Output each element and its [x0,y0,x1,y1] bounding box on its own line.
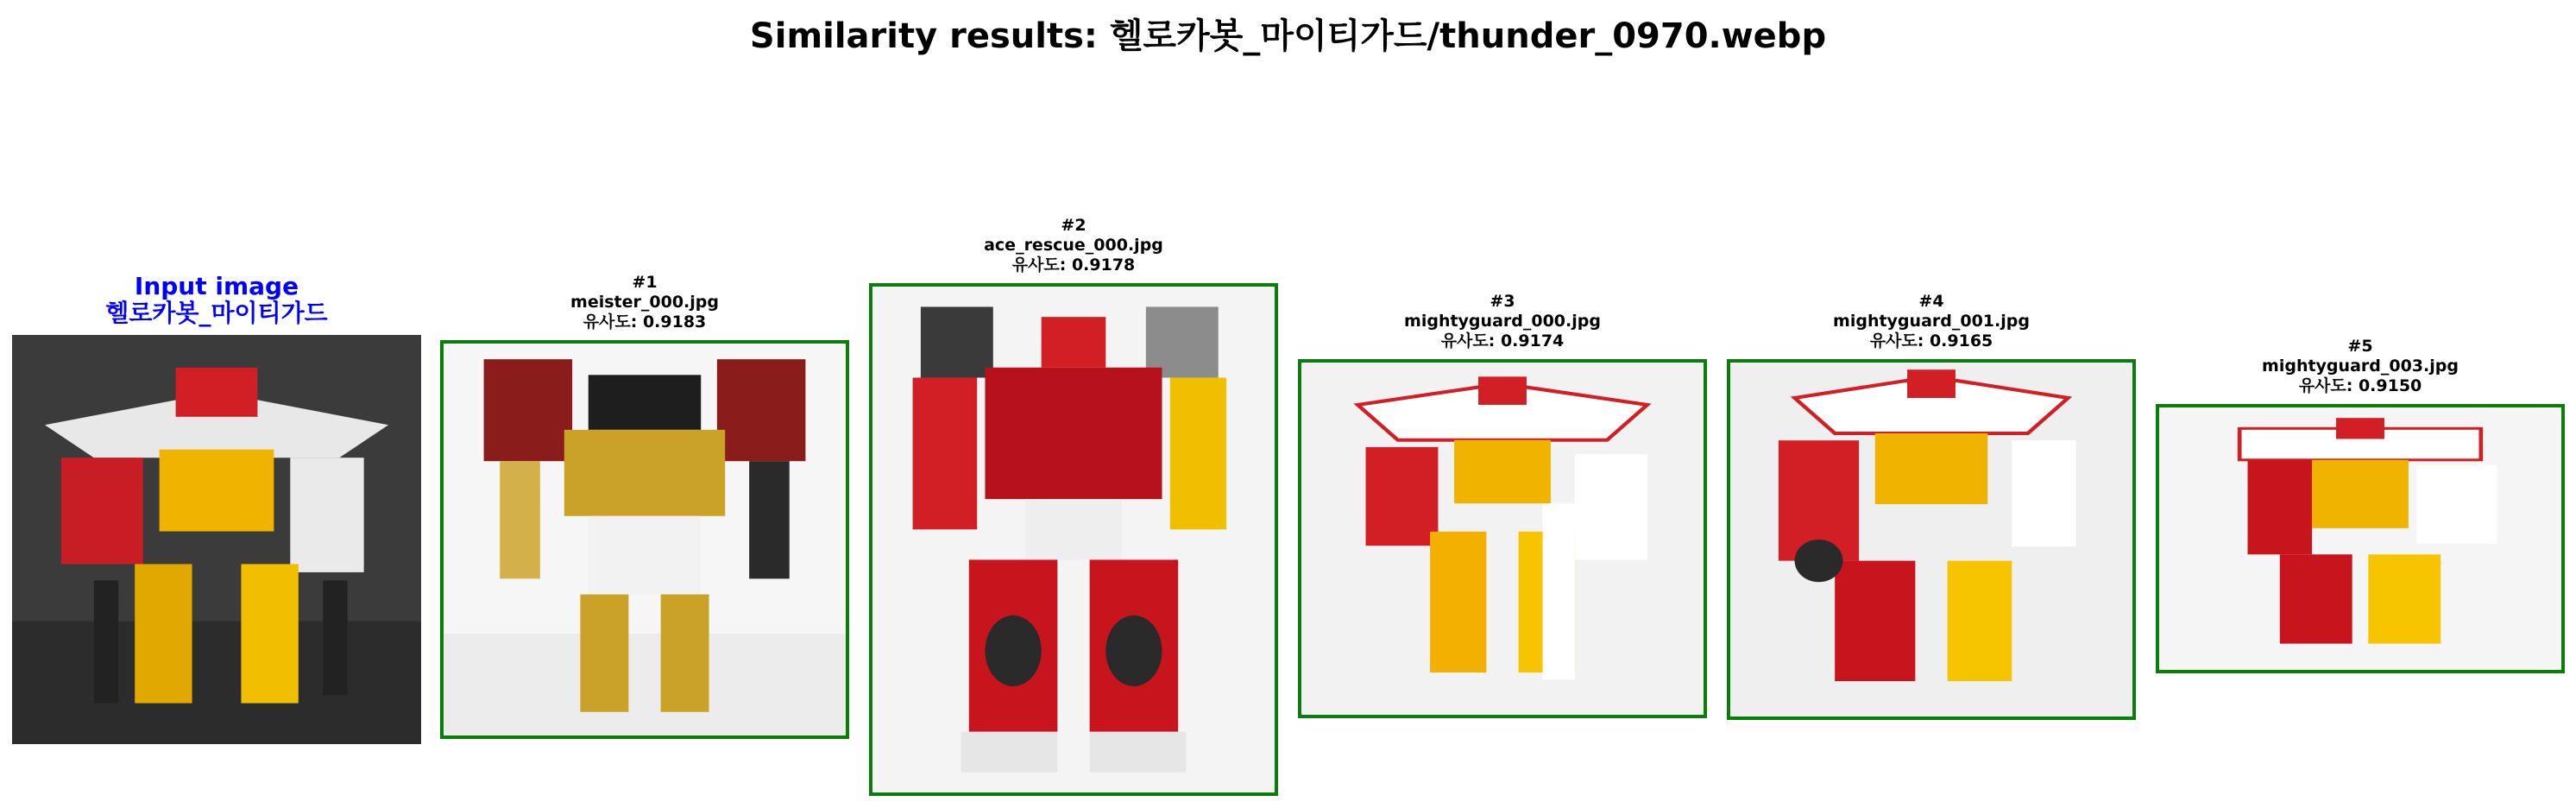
result-rank: #2 [1061,216,1086,235]
input-class-name: 헬로카봇_마이티가드 [105,299,328,327]
robot-toy-photo-icon [12,335,421,744]
result-image-5 [2156,404,2565,673]
result-caption-1 [440,273,849,332]
result-score: 유사도: 0.9183 [583,312,707,331]
result-filename: mightyguard_000.jpg [1404,312,1601,331]
result-rank: #3 [1490,292,1515,311]
result-filename: mightyguard_003.jpg [2262,357,2459,376]
result-filename: ace_rescue_000.jpg [984,236,1163,255]
robot-toy-photo-icon [872,287,1275,792]
result-score: 유사도: 0.9165 [1869,331,1993,350]
robot-toy-photo-icon [1730,363,2132,716]
result-image-4 [1727,359,2136,720]
figure-title: Similarity results: 헬로카봇_마이티가드/thunder_0970.webp [749,16,1827,56]
result-filename: mightyguard_001.jpg [1833,312,2030,331]
result-rank: #4 [1918,292,1944,311]
result-score: 유사도: 0.9150 [2298,376,2422,395]
input-image [12,335,421,744]
result-score: 유사도: 0.9174 [1440,331,1565,350]
result-rank: #1 [632,273,658,292]
result-filename: meister_000.jpg [570,293,719,312]
input-caption [12,273,421,326]
result-caption-2 [869,216,1278,275]
result-image-1 [440,340,849,739]
result-caption-5 [2156,337,2565,396]
input-label: Input image [134,272,299,300]
result-caption-4 [1727,292,2136,351]
result-image-3 [1298,359,1707,718]
result-image-2 [869,283,1278,796]
result-caption-3 [1298,292,1707,351]
result-score: 유사도: 0.9178 [1011,256,1136,275]
robot-toy-photo-icon [444,344,846,735]
robot-toy-photo-icon [2159,407,2561,670]
robot-toy-photo-icon [1301,363,1704,715]
result-rank: #5 [2347,337,2373,356]
